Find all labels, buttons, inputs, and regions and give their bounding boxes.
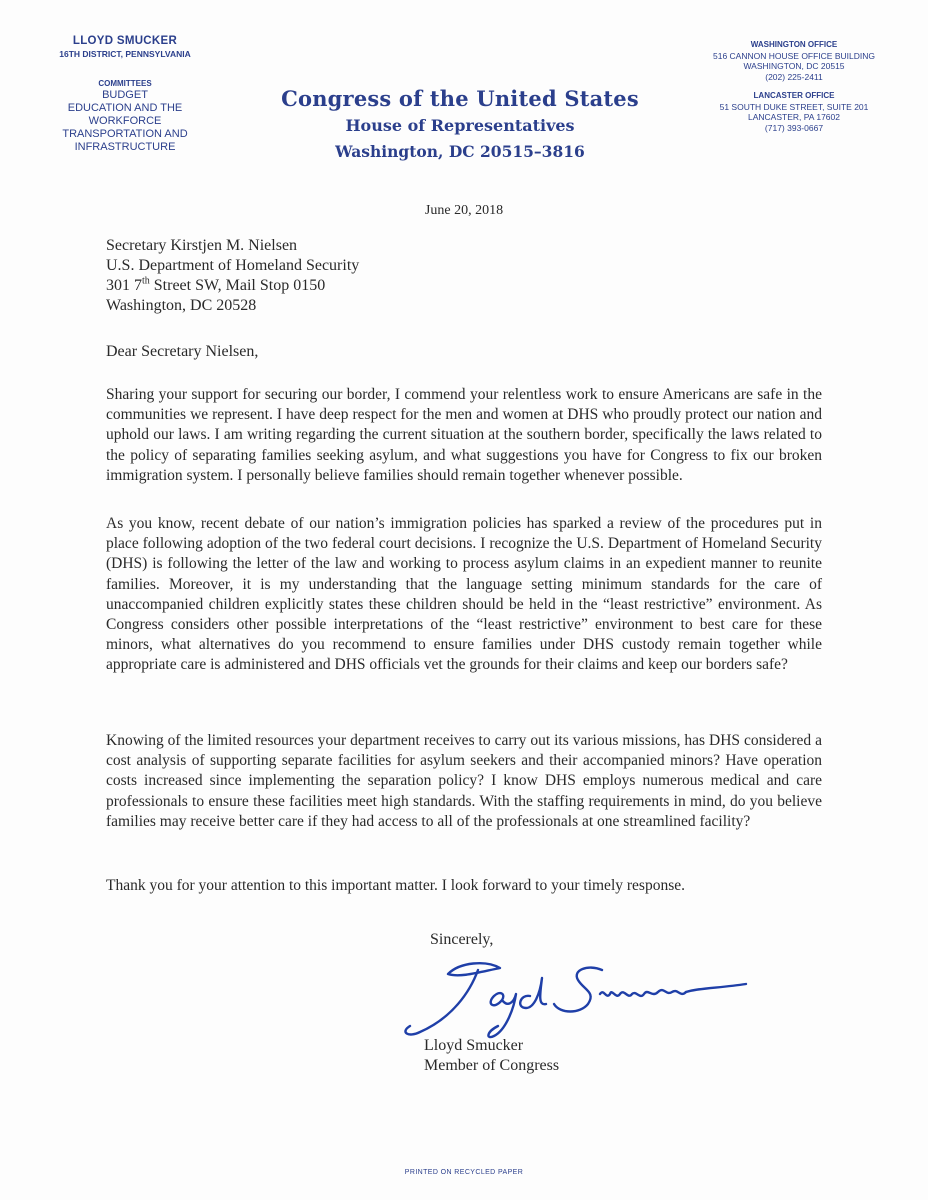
body-paragraph: Sharing your support for securing our border, I commend your relentless work to ensure Americans are safe in the communities we represent. I have deep respect for the men and women at DHS who proudly protect our nation and uphold our laws. I am writing regarding the current situation at the southern border, specifically the laws related to the policy of separating families seeking asylum, and what suggestions you have for Congress to fix our broken immigration system. I personally believe families should remain together whenever possible. <box>106 386 822 484</box>
signer-title: Member of Congress <box>424 1057 560 1074</box>
recipient-city: Washington, DC 20528 <box>106 297 257 314</box>
recipient-name: Secretary Kirstjen M. Nielsen <box>106 237 298 254</box>
recipient-address <box>106 236 359 316</box>
house-title: House of Representatives <box>345 116 575 135</box>
closing: Sincerely, <box>430 931 494 948</box>
congress-letterhead-title <box>260 86 660 164</box>
congress-title: Congress of the United States <box>281 86 639 111</box>
street-number: 301 7 <box>106 277 142 294</box>
signature-image <box>390 948 780 1044</box>
signer-block <box>424 1036 559 1076</box>
office-line: 51 SOUTH DUKE STREET, SUITE 201 <box>719 101 869 112</box>
committee-item: BUDGET <box>102 89 148 101</box>
washington-office-title: WASHINGTON OFFICE <box>750 40 838 49</box>
member-info-block <box>30 34 220 154</box>
washington-address: Washington, DC 20515–3816 <box>335 142 585 161</box>
body-paragraph: As you know, recent debate of our nation’s immigration policies has sparked a review of the procedures put in place following adoption of the two federal court decisions. I recognize the U.S. Department of Homeland Security (DHS) is following the letter of the law and working to process asylum claims in an expedient manner to reunite families. Moreover, it is my understanding that the language setting minimum standards for the care of unaccompanied children explicitly states these children should be held in the “least restrictive” environment. As Congress considers other possible interpretations of the “least restrictive” environment to best care for these minors, what alternatives do you recommend to ensure families under DHS custody remain together while appropriate care is administered and DHS officials vet the grounds for their claims and keep our borders safe? <box>106 515 822 674</box>
committee-item: EDUCATION AND THE WORKFORCE <box>67 102 183 127</box>
committee-item: INFRASTRUCTURE <box>74 141 176 153</box>
recipient-street <box>106 276 359 296</box>
member-name: LLOYD SMUCKER <box>72 35 178 47</box>
letter-date: June 20, 2018 <box>424 203 504 218</box>
street-ordinal: th <box>142 275 150 287</box>
office-line: 516 CANNON HOUSE OFFICE BUILDING <box>712 50 875 61</box>
body-paragraph: Thank you for your attention to this important matter. I look forward to your timely response. <box>106 877 685 894</box>
office-addresses <box>694 40 894 133</box>
lancaster-office-title: LANCASTER OFFICE <box>753 91 835 100</box>
office-line: WASHINGTON, DC 20515 <box>743 61 845 71</box>
recycled-paper-note: PRINTED ON RECYCLED PAPER <box>404 1169 524 1176</box>
committees-label: COMMITTEES <box>98 79 152 88</box>
office-line: LANCASTER, PA 17602 <box>748 112 840 122</box>
committee-item: TRANSPORTATION AND <box>62 128 188 140</box>
office-line: (717) 393-0667 <box>764 122 824 133</box>
recipient-department: U.S. Department of Homeland Security <box>106 257 360 274</box>
street-rest: Street SW, Mail Stop 0150 <box>149 277 326 294</box>
salutation: Dear Secretary Nielsen, <box>106 343 259 360</box>
office-line: (202) 225-2411 <box>765 71 823 82</box>
signer-name: Lloyd Smucker <box>424 1037 524 1054</box>
member-district: 16TH DISTRICT, PENNSYLVANIA <box>59 49 191 59</box>
body-paragraph: Knowing of the limited resources your department receives to carry out its various missions, has DHS considered a cost analysis of supporting separate facilities for asylum seekers and their accompanied minors? Have operation costs increased since implementing the separation policy? I know DHS employs numerous medical and care professionals to ensure these facilities meet high standards. With the staffing requirements in mind, do you believe families may receive better care if they had access to all of the professionals at one streamlined facility? <box>106 732 822 830</box>
